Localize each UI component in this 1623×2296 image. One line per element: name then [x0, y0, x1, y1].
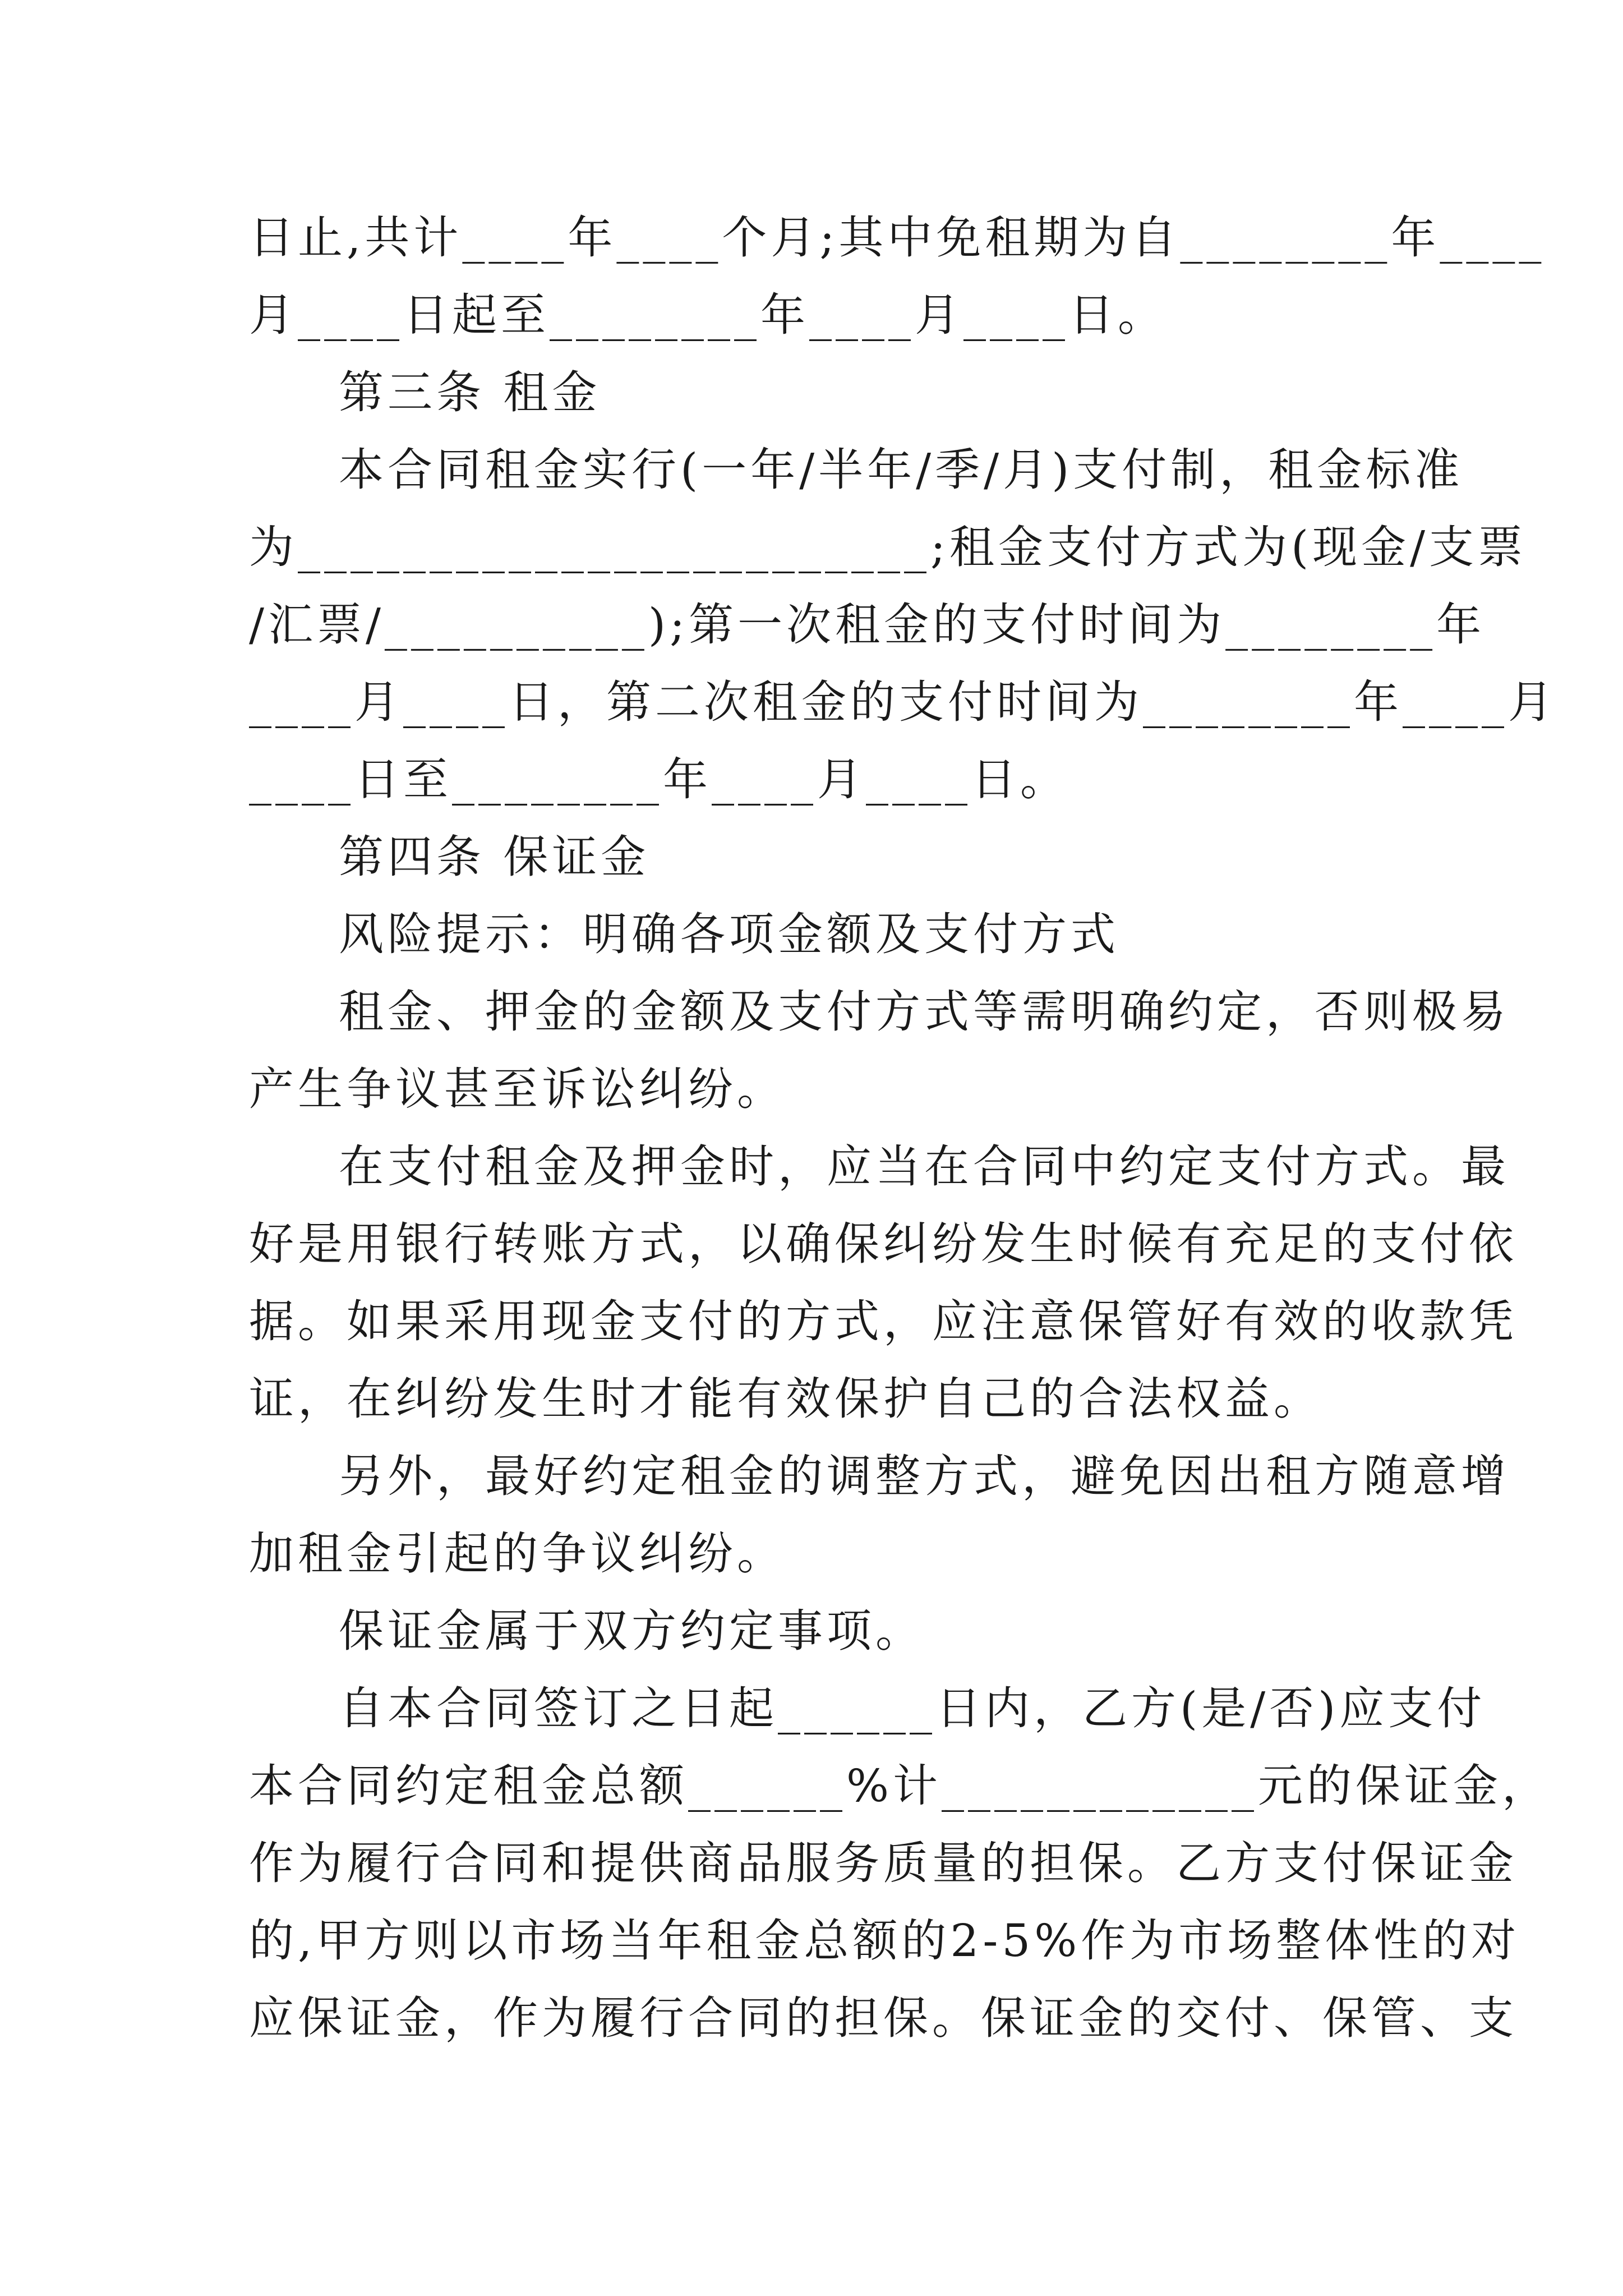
- risk-tip: 风险提示：明确各项金额及支付方式: [339, 908, 1119, 960]
- text-line: 好是用银行转账方式，以确保纠纷发生时候有充足的支付依: [249, 1218, 1518, 1270]
- text-line: ____月____日，第二次租金的支付时间为________年____月: [249, 676, 1557, 728]
- text-line: 另外，最好约定租金的调整方式，避免因出租方随意增: [339, 1450, 1510, 1502]
- section-heading: 第四条 保证金: [339, 831, 650, 883]
- text-line: 作为履行合同和提供商品服务质量的担保。乙方支付保证金: [249, 1837, 1518, 1889]
- text-line: ____日至________年____月____日。: [249, 753, 1069, 806]
- document-body: [249, 199, 1557, 2057]
- text-line: 本合同约定租金总额______%计____________元的保证金，: [249, 1760, 1551, 1812]
- text-line: 的,甲方则以市场当年租金总额的2-5%作为市场整体性的对: [249, 1915, 1520, 1967]
- section-heading: 第三条 租金: [339, 366, 601, 418]
- text-line: 产生争议甚至诉讼纠纷。: [249, 1063, 786, 1115]
- text-line: 应保证金，作为履行合同的担保。保证金的交付、保管、支: [249, 1992, 1518, 2044]
- text-line: 日止,共计____年____个月;其中免租期为自________年____: [249, 211, 1546, 264]
- text-line: /汇票/__________);第一次租金的支付时间为________年: [249, 599, 1486, 651]
- text-line: 租金、押金的金额及支付方式等需明确约定，否则极易: [339, 986, 1510, 1038]
- text-line: 保证金属于双方约定事项。: [339, 1605, 924, 1657]
- text-line: 为________________________;租金支付方式为(现金/支票: [249, 521, 1527, 573]
- text-line: 证，在纠纷发生时才能有效保护自己的合法权益。: [249, 1373, 1322, 1425]
- text-line: 自本合同签订之日起______日内，乙方(是/否)应支付: [339, 1682, 1486, 1734]
- text-line: 加租金引起的争议纠纷。: [249, 1527, 786, 1580]
- text-line: 在支付租金及押金时，应当在合同中约定支付方式。最: [339, 1140, 1510, 1193]
- text-line: 本合同租金实行(一年/半年/季/月)支付制，租金标准: [339, 444, 1464, 496]
- text-line: 据。如果采用现金支付的方式，应注意保管好有效的收款凭: [249, 1295, 1518, 1347]
- text-line: 月____日起至________年____月____日。: [249, 289, 1166, 341]
